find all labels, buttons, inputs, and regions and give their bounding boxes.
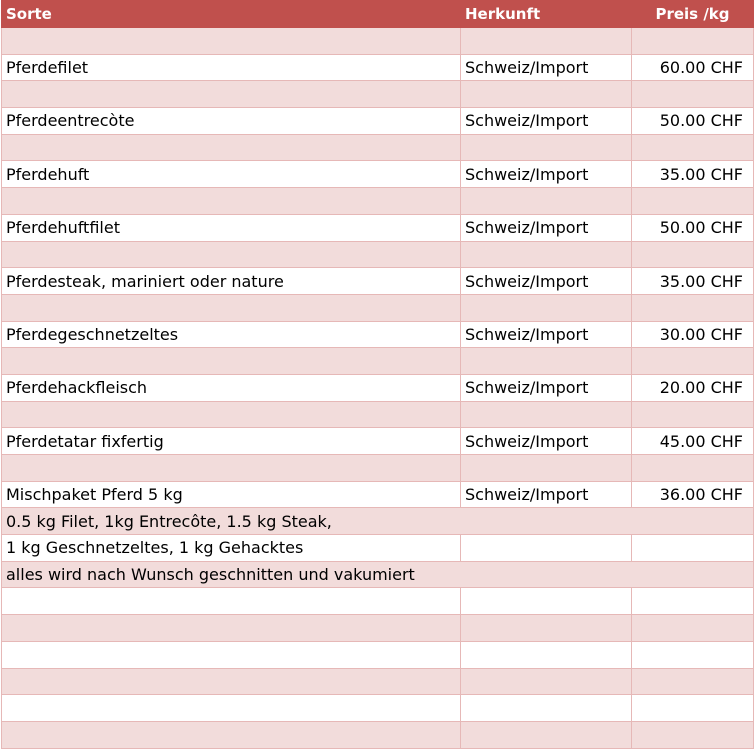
cell-herkunft[interactable]: Schweiz/Import — [461, 481, 632, 508]
cell-sorte[interactable] — [2, 188, 461, 215]
cell-preis[interactable] — [632, 188, 754, 215]
cell-sorte[interactable] — [2, 28, 461, 55]
cell-sorte[interactable]: Pferdefilet — [2, 54, 461, 81]
table-row — [2, 695, 754, 722]
header-herkunft[interactable]: Herkunft — [461, 1, 632, 28]
cell-sorte[interactable]: Mischpaket Pferd 5 kg — [2, 481, 461, 508]
cell-preis[interactable] — [632, 134, 754, 161]
table-row — [2, 268, 754, 295]
table-row — [2, 481, 754, 508]
cell-herkunft[interactable] — [461, 241, 632, 268]
table-row — [2, 588, 754, 615]
cell-sorte[interactable] — [2, 641, 461, 668]
cell-herkunft[interactable] — [461, 294, 632, 321]
cell-sorte[interactable]: 1 kg Geschnetzeltes, 1 kg Gehacktes — [2, 535, 461, 562]
cell-sorte[interactable]: Pferdegeschnetzeltes — [2, 321, 461, 348]
cell-herkunft[interactable]: Schweiz/Import — [461, 161, 632, 188]
cell-sorte[interactable] — [2, 81, 461, 108]
cell-preis[interactable] — [632, 721, 754, 748]
table-row — [2, 455, 754, 482]
cell-sorte[interactable] — [2, 588, 461, 615]
cell-sorte[interactable]: Pferdesteak, mariniert oder nature — [2, 268, 461, 295]
cell-herkunft[interactable] — [461, 188, 632, 215]
header-preis[interactable]: Preis /kg — [632, 1, 754, 28]
cell-preis[interactable]: 50.00 CHF — [632, 214, 754, 241]
table-row — [2, 641, 754, 668]
table-row — [2, 161, 754, 188]
header-sorte[interactable]: Sorte — [2, 1, 461, 28]
cell-preis[interactable]: 60.00 CHF — [632, 54, 754, 81]
cell-sorte[interactable] — [2, 294, 461, 321]
cell-preis[interactable]: 50.00 CHF — [632, 108, 754, 135]
cell-herkunft[interactable] — [461, 401, 632, 428]
table-body — [2, 28, 754, 749]
cell-herkunft[interactable] — [461, 721, 632, 748]
cell-preis[interactable] — [632, 668, 754, 695]
cell-herkunft[interactable]: Schweiz/Import — [461, 268, 632, 295]
cell-sorte[interactable] — [2, 455, 461, 482]
cell-note[interactable]: 0.5 kg Filet, 1kg Entrecôte, 1.5 kg Steak, — [2, 508, 754, 535]
header-row — [2, 1, 754, 28]
cell-herkunft[interactable]: Schweiz/Import — [461, 214, 632, 241]
cell-preis[interactable] — [632, 455, 754, 482]
table-row — [2, 615, 754, 642]
cell-sorte[interactable] — [2, 668, 461, 695]
cell-herkunft[interactable] — [461, 695, 632, 722]
cell-herkunft[interactable] — [461, 28, 632, 55]
cell-herkunft[interactable]: Schweiz/Import — [461, 374, 632, 401]
table-row — [2, 721, 754, 748]
table-row — [2, 348, 754, 375]
cell-preis[interactable] — [632, 348, 754, 375]
cell-herkunft[interactable] — [461, 81, 632, 108]
table-header — [2, 1, 754, 28]
cell-preis[interactable] — [632, 401, 754, 428]
cell-sorte[interactable] — [2, 241, 461, 268]
cell-herkunft[interactable] — [461, 535, 632, 562]
table-row — [2, 321, 754, 348]
cell-herkunft[interactable]: Schweiz/Import — [461, 108, 632, 135]
cell-sorte[interactable] — [2, 695, 461, 722]
table-row — [2, 428, 754, 455]
table-row — [2, 561, 754, 588]
table-row — [2, 508, 754, 535]
cell-herkunft[interactable] — [461, 134, 632, 161]
table-row — [2, 535, 754, 562]
cell-preis[interactable] — [632, 615, 754, 642]
table-row — [2, 214, 754, 241]
cell-preis[interactable]: 20.00 CHF — [632, 374, 754, 401]
cell-herkunft[interactable] — [461, 455, 632, 482]
table-row — [2, 668, 754, 695]
price-table — [1, 0, 754, 749]
cell-preis[interactable] — [632, 294, 754, 321]
cell-preis[interactable] — [632, 81, 754, 108]
cell-sorte[interactable] — [2, 721, 461, 748]
table-row — [2, 54, 754, 81]
cell-sorte[interactable]: Pferdetatar fixfertig — [2, 428, 461, 455]
cell-sorte[interactable] — [2, 348, 461, 375]
cell-sorte[interactable] — [2, 401, 461, 428]
table-row — [2, 294, 754, 321]
table-row — [2, 81, 754, 108]
cell-herkunft[interactable] — [461, 588, 632, 615]
cell-preis[interactable]: 35.00 CHF — [632, 161, 754, 188]
cell-sorte[interactable] — [2, 615, 461, 642]
table-row — [2, 28, 754, 55]
cell-sorte[interactable]: Pferdehuftfilet — [2, 214, 461, 241]
cell-sorte[interactable] — [2, 134, 461, 161]
cell-preis[interactable] — [632, 588, 754, 615]
cell-herkunft[interactable] — [461, 348, 632, 375]
table-row — [2, 401, 754, 428]
cell-preis[interactable] — [632, 241, 754, 268]
cell-preis[interactable] — [632, 695, 754, 722]
cell-preis[interactable]: 35.00 CHF — [632, 268, 754, 295]
cell-herkunft[interactable] — [461, 615, 632, 642]
cell-preis[interactable] — [632, 28, 754, 55]
cell-preis[interactable]: 36.00 CHF — [632, 481, 754, 508]
table-row — [2, 134, 754, 161]
cell-preis[interactable] — [632, 535, 754, 562]
cell-herkunft[interactable]: Schweiz/Import — [461, 54, 632, 81]
table-row — [2, 188, 754, 215]
cell-sorte[interactable]: Pferdehuft — [2, 161, 461, 188]
cell-herkunft[interactable] — [461, 641, 632, 668]
cell-herkunft[interactable]: Schweiz/Import — [461, 321, 632, 348]
cell-preis[interactable]: 45.00 CHF — [632, 428, 754, 455]
cell-preis[interactable]: 30.00 CHF — [632, 321, 754, 348]
cell-sorte[interactable]: Pferdehackfleisch — [2, 374, 461, 401]
cell-herkunft[interactable] — [461, 668, 632, 695]
cell-herkunft[interactable]: Schweiz/Import — [461, 428, 632, 455]
cell-preis[interactable] — [632, 641, 754, 668]
cell-note[interactable]: alles wird nach Wunsch geschnitten und vakumiert — [2, 561, 754, 588]
table-row — [2, 241, 754, 268]
table-row — [2, 108, 754, 135]
table-row — [2, 374, 754, 401]
cell-sorte[interactable]: Pferdeentrecòte — [2, 108, 461, 135]
